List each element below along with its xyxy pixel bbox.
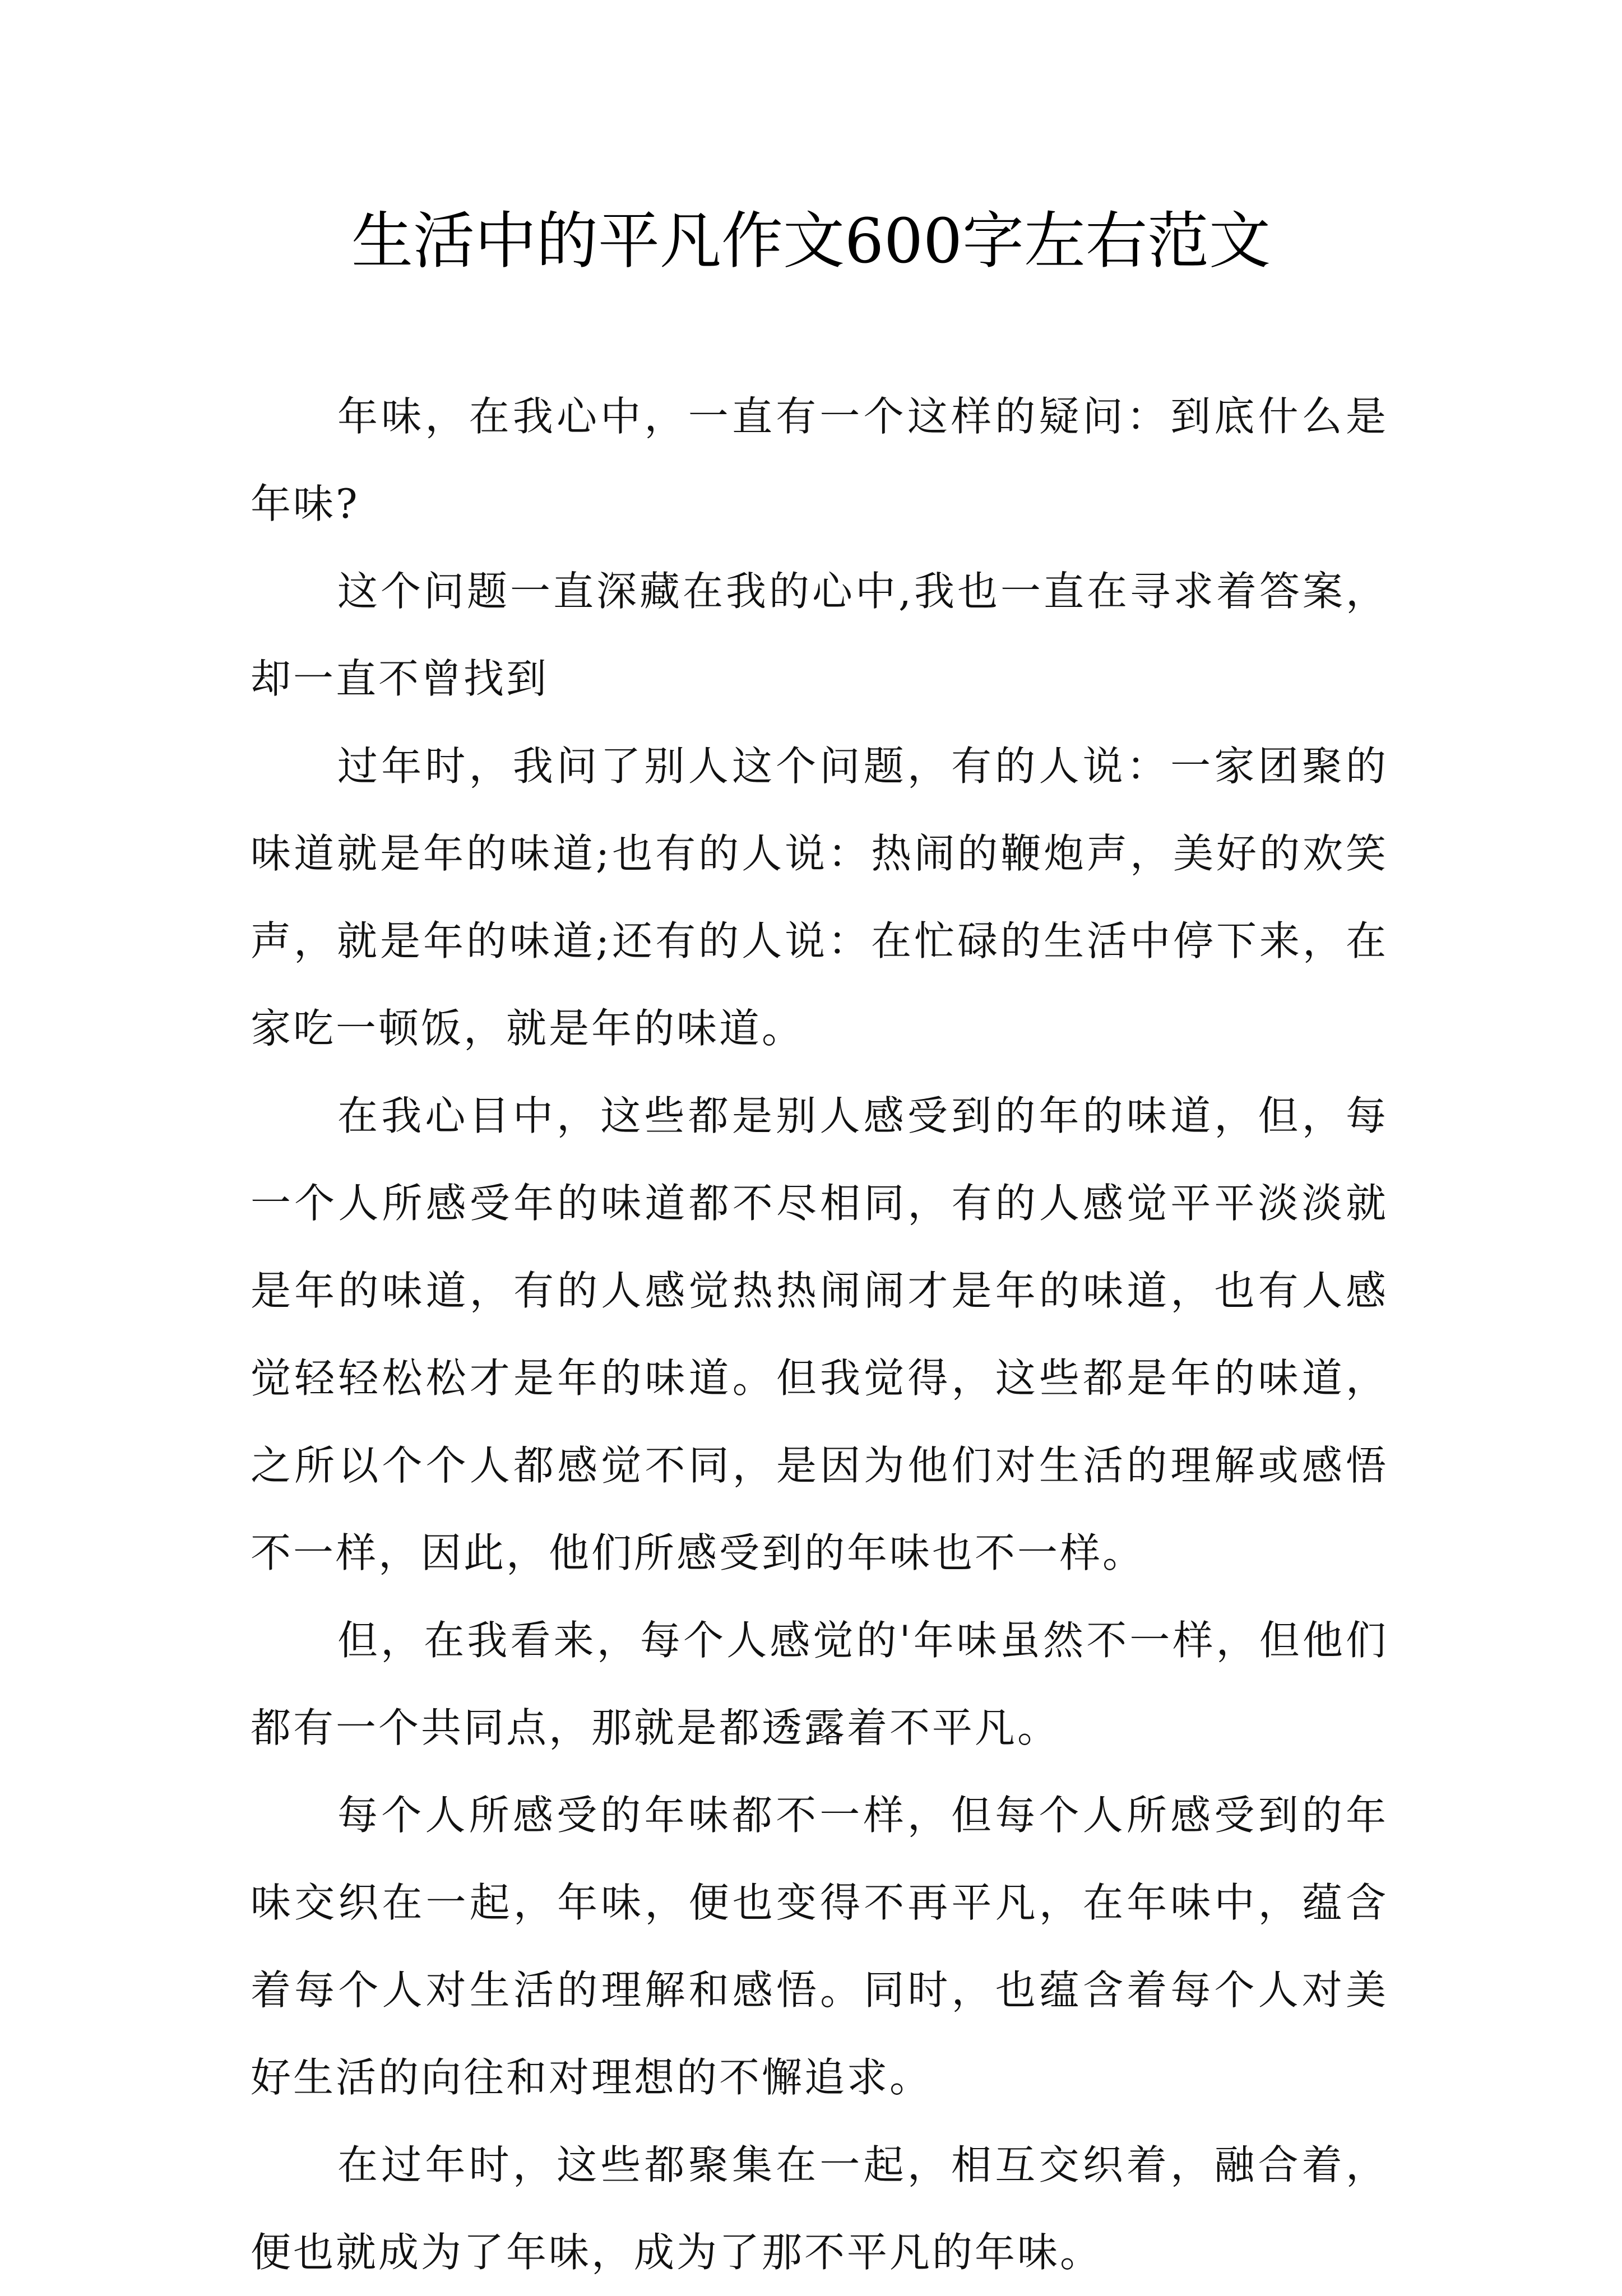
paragraph-2: 这个问题一直深藏在我的心中,我也一直在寻求着答案，却一直不曾找到 (251, 568, 1388, 702)
document-body (251, 373, 1388, 2296)
paragraph-4: 在我心目中，这些都是别人感受到的年的味道，但，每一个人所感受年的味道都不尽相同，有的人感觉平平淡淡就是年的味道，有的人感觉热热闹闹才是年的味道，也有人感觉轻轻松松才是年的味道。但我觉得，这些都是年的味道，之所以个个人都感觉不同，是因为他们对生活的理解或感悟不一样，因此，他们所感受到的年味也不一样。 (251, 1092, 1388, 1576)
paragraph-6: 每个人所感受的年味都不一样，但每个人所感受到的年味交织在一起，年味，便也变得不再平凡，在年味中，蕴含着每个人对生活的理解和感悟。同时，也蕴含着每个人对美好生活的向往和对理想的不懈追求。 (251, 1792, 1388, 2101)
paragraph-3: 过年时，我问了别人这个问题，有的人说：一家团聚的味道就是年的味道;也有的人说：热闹的鞭炮声，美好的欢笑声，就是年的味道;还有的人说：在忙碌的生活中停下来，在家吃一顿饭，就是年的味道。 (251, 743, 1388, 1052)
paragraph-5: 但，在我看来，每个人感觉的'年味虽然不一样，但他们都有一个共同点，那就是都透露着不平凡。 (251, 1617, 1388, 1751)
paragraph-1: 年味，在我心中，一直有一个这样的疑问：到底什么是年味? (251, 393, 1388, 527)
paragraph-7: 在过年时，这些都聚集在一起，相互交织着，融合着，便也就成为了年味，成为了那不平凡的年味。 (251, 2141, 1388, 2276)
document-title: 生活中的平凡作文600字左右范文 (351, 205, 1271, 277)
